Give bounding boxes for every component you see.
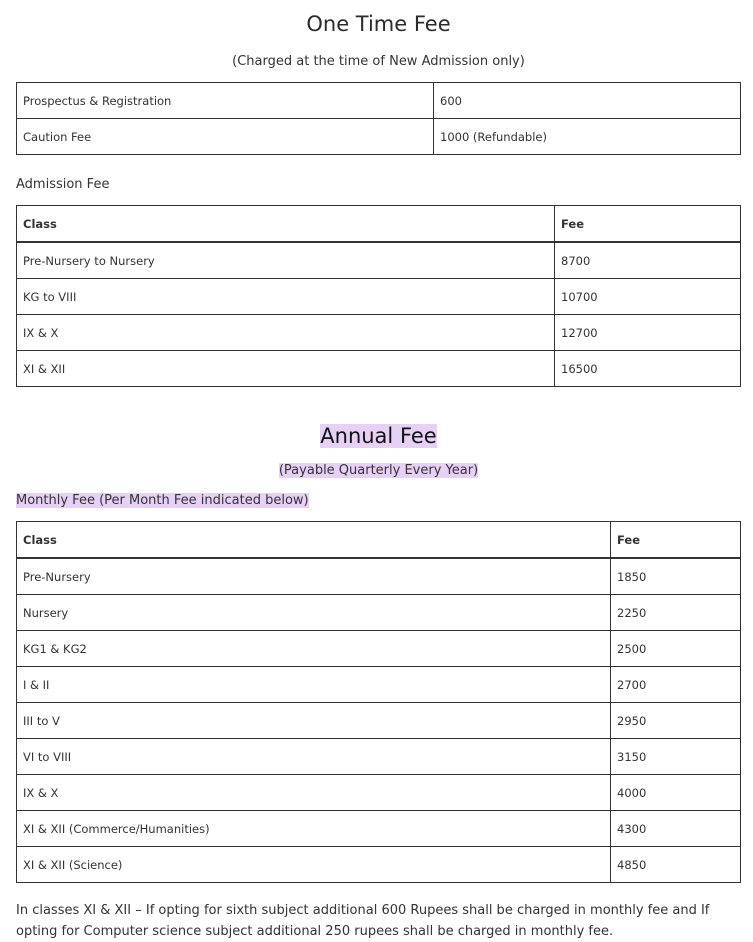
table-row: [17, 83, 741, 119]
fee-cell: 2250: [611, 595, 741, 631]
class-cell: XI & XII (Science): [17, 847, 611, 883]
fee-header: Fee: [555, 206, 741, 243]
class-cell: Pre-Nursery: [17, 558, 611, 595]
fee-cell: 10700: [555, 279, 741, 315]
fee-item: Caution Fee: [17, 119, 434, 155]
class-cell: VI to VIII: [17, 739, 611, 775]
class-cell: IX & X: [17, 775, 611, 811]
monthly-fee-label-wrap: [16, 493, 309, 508]
table-header-row: [17, 522, 741, 559]
annual-fee-subtitle-wrap: [16, 463, 741, 478]
table-header-row: [17, 206, 741, 243]
table-row: [17, 242, 741, 279]
fee-cell: 1850: [611, 558, 741, 595]
monthly-fee-table: [16, 521, 741, 883]
annual-fee-title: Annual Fee: [320, 424, 437, 448]
class-cell: III to V: [17, 703, 611, 739]
fee-amount: 1000 (Refundable): [434, 119, 741, 155]
class-header: Class: [17, 206, 555, 243]
one-time-fee-table: [16, 82, 741, 155]
fee-cell: 4000: [611, 775, 741, 811]
table-row: [17, 667, 741, 703]
fee-cell: 16500: [555, 351, 741, 387]
class-cell: XI & XII (Commerce/Humanities): [17, 811, 611, 847]
fee-cell: 8700: [555, 242, 741, 279]
table-row: [17, 315, 741, 351]
class-cell: KG1 & KG2: [17, 631, 611, 667]
table-row: [17, 595, 741, 631]
fee-cell: 4300: [611, 811, 741, 847]
fee-item: Prospectus & Registration: [17, 83, 434, 119]
table-row: [17, 775, 741, 811]
table-row: [17, 351, 741, 387]
class-cell: IX & X: [17, 315, 555, 351]
table-row: [17, 739, 741, 775]
fee-amount: 600: [434, 83, 741, 119]
monthly-fee-label: Monthly Fee (Per Month Fee indicated below): [16, 493, 309, 508]
fee-cell: 12700: [555, 315, 741, 351]
fee-header: Fee: [611, 522, 741, 559]
annual-fee-title-wrap: [16, 424, 741, 448]
table-row: [17, 703, 741, 739]
fee-cell: 3150: [611, 739, 741, 775]
additional-fee-note: In classes XI & XII – If opting for sixth subject additional 600 Rupees shall be charged in monthly fee and If opting for Computer science subject additional 250 rupees shall be charged in monthly fee.: [16, 903, 710, 939]
table-row: [17, 279, 741, 315]
class-header: Class: [17, 522, 611, 559]
fee-cell: 2700: [611, 667, 741, 703]
annual-fee-subtitle: (Payable Quarterly Every Year): [278, 463, 479, 478]
class-cell: I & II: [17, 667, 611, 703]
fee-cell: 2500: [611, 631, 741, 667]
class-cell: XI & XII: [17, 351, 555, 387]
fee-cell: 4850: [611, 847, 741, 883]
admission-fee-label: Admission Fee: [16, 177, 110, 192]
class-cell: KG to VIII: [17, 279, 555, 315]
fee-cell: 2950: [611, 703, 741, 739]
table-row: [17, 631, 741, 667]
table-row: [17, 119, 741, 155]
table-row: [17, 558, 741, 595]
admission-fee-table: [16, 205, 741, 387]
table-row: [17, 811, 741, 847]
table-row: [17, 847, 741, 883]
class-cell: Nursery: [17, 595, 611, 631]
class-cell: Pre-Nursery to Nursery: [17, 242, 555, 279]
one-time-fee-title: One Time Fee: [306, 12, 451, 36]
one-time-fee-subtitle: (Charged at the time of New Admission only): [232, 54, 525, 69]
